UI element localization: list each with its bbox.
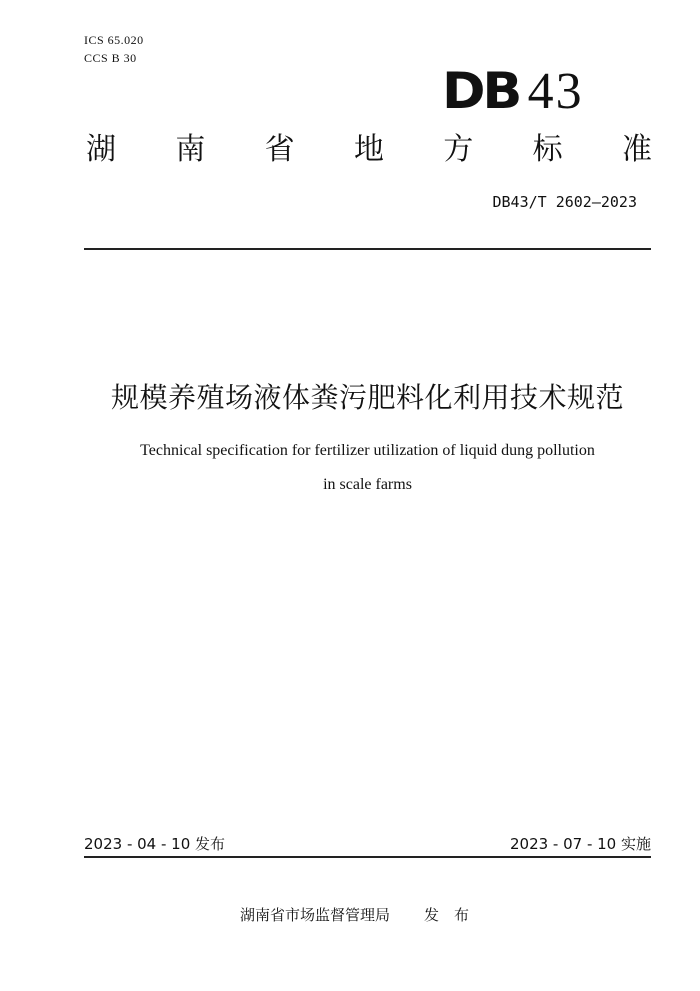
document-title-english-line1: Technical specification for fertilizer utilization of liquid dung pollution — [140, 442, 595, 459]
document-title-english-line2: in scale farms — [323, 476, 412, 493]
standard-type-char: 南 — [175, 132, 206, 167]
issue-date: 2023 - 04 - 10 发布 — [84, 835, 226, 853]
publisher-name: 湖南省市场监督管理局 — [240, 906, 391, 924]
db-logo-number: 43 — [527, 63, 584, 120]
standard-type-char: 标 — [532, 132, 563, 167]
standard-number: DB43/T 2602—2023 — [492, 193, 637, 211]
publisher-verb: 发布 — [424, 906, 485, 924]
document-title-chinese: 规模养殖场液体粪污肥料化利用技术规范 — [110, 381, 624, 414]
standard-type-char: 地 — [353, 132, 384, 167]
standard-type-char: 省 — [264, 132, 295, 167]
header-divider — [84, 248, 651, 250]
standard-type-char: 准 — [621, 132, 652, 167]
publisher-line — [240, 905, 484, 925]
db-logo — [442, 62, 584, 118]
db-logo-letters: DB — [442, 62, 520, 120]
implementation-date: 2023 - 07 - 10 实施 — [509, 835, 651, 853]
standard-type-char: 方 — [443, 132, 474, 167]
ics-code: ICS 65.020 — [84, 33, 144, 47]
ccs-code: CCS B 30 — [84, 51, 137, 65]
footer-divider — [84, 856, 651, 858]
standard-type-char: 湖 — [86, 132, 116, 167]
standard-type-heading — [86, 130, 652, 170]
